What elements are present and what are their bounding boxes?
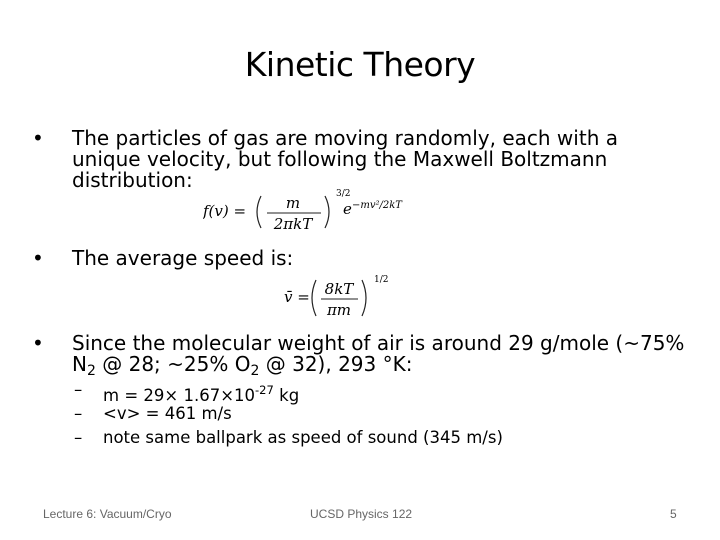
subitem-text: note same ballpark as speed of sound (345 m/s) xyxy=(103,428,503,447)
bullet-text: The average speed is: xyxy=(72,246,294,270)
subitem-text: <v> = 461 m/s xyxy=(103,404,232,423)
formula-numerator: 8kT xyxy=(324,280,354,298)
sub-bullet-marker: – xyxy=(74,380,83,399)
formula-lhs: v̄ = xyxy=(284,288,310,306)
bullet-marker: • xyxy=(32,246,44,270)
bullet-text: The particles of gas are moving randomly, each with a unique velocity, but following the Maxwell Boltzmann distribution: xyxy=(72,126,618,192)
footer-page-number: 5 xyxy=(670,507,677,521)
slide-title: Kinetic Theory xyxy=(244,45,476,84)
formula-lhs: f(v) = xyxy=(203,202,247,220)
formula-exp-power: −mv²/2kT xyxy=(352,200,402,211)
sub-bullet-marker: – xyxy=(74,404,83,423)
formula-denominator: πm xyxy=(326,301,352,319)
formula-exp-base: e xyxy=(343,200,352,218)
sub-bullet-marker: – xyxy=(74,428,83,447)
maxwell-boltzmann-formula xyxy=(203,186,443,234)
footer-course: UCSD Physics 122 xyxy=(310,507,413,521)
formula-denominator: 2πkT xyxy=(273,215,313,233)
bullet-marker: • xyxy=(32,331,44,355)
footer-lecture: Lecture 6: Vacuum/Cryo xyxy=(43,507,172,521)
formula-numerator: m xyxy=(285,194,301,212)
average-speed-formula xyxy=(284,272,414,320)
formula-power: 1/2 xyxy=(374,275,389,285)
formula-power: 3/2 xyxy=(336,189,351,199)
bullet-text: Since the molecular weight of air is around 29 g/mole (~75% $N_2$ @ 28; ~25% $O_2$ @ 32), 293 °K: xyxy=(72,331,685,379)
subitem-text: $m = 29\times 1.67\times 10^{-27}$ kg xyxy=(103,383,300,405)
bullet-marker: • xyxy=(32,126,44,150)
